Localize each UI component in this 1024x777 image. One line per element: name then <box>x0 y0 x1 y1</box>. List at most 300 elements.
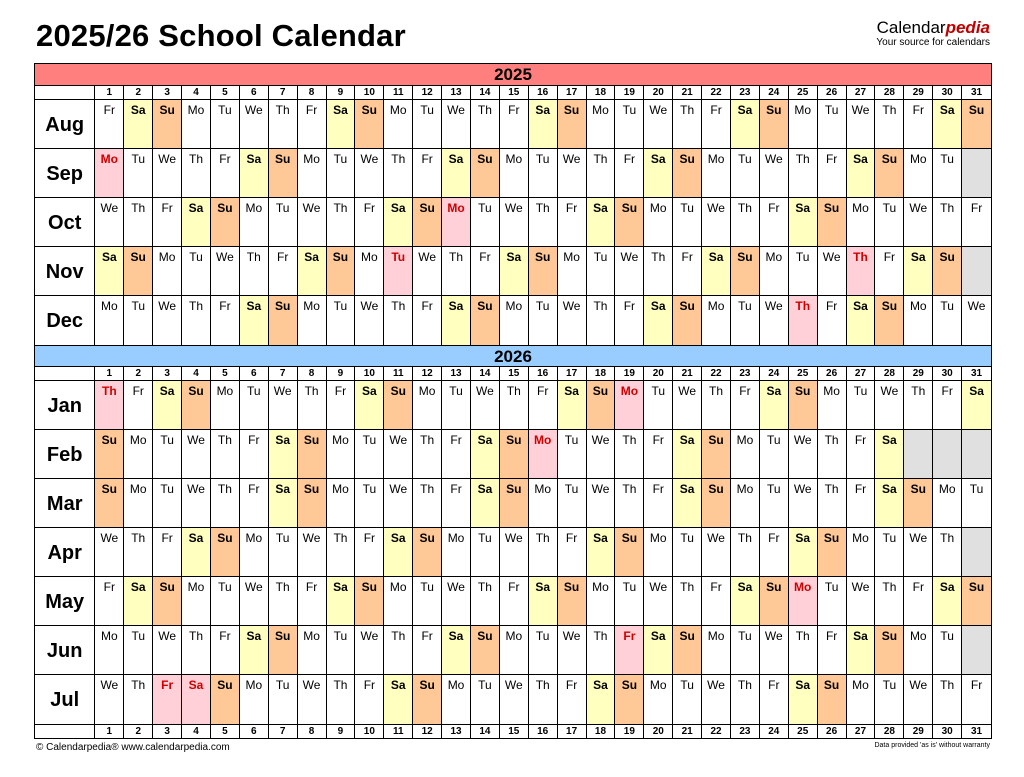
day-cell[interactable]: Fr <box>153 198 182 246</box>
day-cell[interactable]: Sa <box>875 430 904 478</box>
day-cell[interactable]: Mo <box>760 247 789 295</box>
day-cell[interactable]: Mo <box>355 247 384 295</box>
day-cell[interactable]: Tu <box>731 149 760 197</box>
day-cell[interactable]: Th <box>818 479 847 527</box>
day-cell[interactable]: Mo <box>847 675 876 724</box>
day-cell[interactable]: Fr <box>731 381 760 429</box>
day-cell[interactable]: Fr <box>818 149 847 197</box>
day-cell[interactable]: Fr <box>413 626 442 674</box>
day-cell[interactable]: Sa <box>182 198 211 246</box>
day-cell[interactable]: Tu <box>269 675 298 724</box>
day-cell[interactable]: Su <box>384 381 413 429</box>
day-cell[interactable]: Mo <box>702 149 731 197</box>
day-cell[interactable]: Mo <box>587 100 616 148</box>
day-cell[interactable]: We <box>153 296 182 345</box>
day-cell[interactable]: We <box>818 247 847 295</box>
day-cell[interactable]: We <box>298 675 327 724</box>
day-cell[interactable]: Fr <box>153 675 182 724</box>
day-cell[interactable]: Mo <box>789 100 818 148</box>
day-cell[interactable]: Th <box>644 247 673 295</box>
day-cell[interactable]: Mo <box>789 577 818 625</box>
day-cell[interactable]: Tu <box>182 247 211 295</box>
day-cell[interactable]: Th <box>789 626 818 674</box>
day-cell[interactable]: Sa <box>153 381 182 429</box>
day-cell[interactable]: Fr <box>970 201 983 215</box>
day-cell[interactable]: Th <box>789 149 818 197</box>
day-cell[interactable]: We <box>702 675 731 724</box>
day-cell[interactable]: Su <box>818 198 847 246</box>
day-cell[interactable]: Sa <box>702 247 731 295</box>
day-cell[interactable]: Th <box>240 247 269 295</box>
day-cell[interactable]: We <box>95 198 124 246</box>
day-cell[interactable]: Th <box>529 528 558 576</box>
day-cell[interactable]: We <box>355 149 384 197</box>
day-cell[interactable]: Sa <box>442 296 471 345</box>
day-cell[interactable]: Sa <box>529 577 558 625</box>
day-cell[interactable]: Su <box>269 149 298 197</box>
day-cell[interactable]: Th <box>731 198 760 246</box>
day-cell[interactable]: Sa <box>587 675 616 724</box>
day-cell[interactable]: Tu <box>471 675 500 724</box>
day-cell[interactable]: Mo <box>818 381 847 429</box>
day-cell[interactable]: We <box>587 430 616 478</box>
day-cell[interactable]: Sa <box>355 381 384 429</box>
day-cell[interactable]: Th <box>587 149 616 197</box>
day-cell[interactable]: Su <box>673 626 702 674</box>
day-cell[interactable]: Tu <box>847 381 876 429</box>
day-cell[interactable]: Tu <box>529 149 558 197</box>
day-cell[interactable]: We <box>558 626 587 674</box>
day-cell[interactable]: We <box>789 479 818 527</box>
day-cell[interactable]: Sa <box>384 198 413 246</box>
day-cell[interactable]: Sa <box>673 430 702 478</box>
day-cell[interactable]: Tu <box>644 381 673 429</box>
day-cell[interactable]: Sa <box>731 100 760 148</box>
day-cell[interactable]: Tu <box>558 479 587 527</box>
day-cell[interactable]: Th <box>471 577 500 625</box>
day-cell[interactable]: Su <box>673 296 702 345</box>
day-cell[interactable]: We <box>355 296 384 345</box>
day-cell[interactable]: Fr <box>904 577 933 625</box>
day-cell[interactable]: We <box>967 299 986 313</box>
day-cell[interactable]: Tu <box>731 626 760 674</box>
day-cell[interactable]: Su <box>124 247 153 295</box>
day-cell[interactable]: Mo <box>240 198 269 246</box>
day-cell[interactable]: Sa <box>731 577 760 625</box>
day-cell[interactable]: Sa <box>789 198 818 246</box>
day-cell[interactable]: Tu <box>124 149 153 197</box>
day-cell[interactable]: Su <box>558 577 587 625</box>
day-cell[interactable]: Fr <box>500 100 529 148</box>
day-cell[interactable]: Fr <box>818 626 847 674</box>
brand-logo[interactable] <box>876 19 990 48</box>
day-cell[interactable]: Fr <box>95 577 124 625</box>
day-cell[interactable]: We <box>644 100 673 148</box>
day-cell[interactable]: Su <box>355 100 384 148</box>
day-cell[interactable]: We <box>558 296 587 345</box>
day-cell[interactable]: We <box>298 198 327 246</box>
day-cell[interactable]: We <box>153 149 182 197</box>
day-cell[interactable]: We <box>875 381 904 429</box>
day-cell[interactable]: We <box>182 430 211 478</box>
day-cell[interactable]: Th <box>529 198 558 246</box>
day-cell[interactable]: Th <box>933 528 962 576</box>
day-cell[interactable]: Sa <box>124 100 153 148</box>
day-cell[interactable]: Tu <box>673 198 702 246</box>
day-cell[interactable]: Mo <box>644 675 673 724</box>
day-cell[interactable]: Sa <box>847 626 876 674</box>
day-cell[interactable]: Tu <box>875 528 904 576</box>
day-cell[interactable]: Th <box>124 198 153 246</box>
day-cell[interactable]: Sa <box>471 479 500 527</box>
day-cell[interactable]: Su <box>413 528 442 576</box>
day-cell[interactable]: Mo <box>644 198 673 246</box>
day-cell[interactable]: Su <box>269 296 298 345</box>
day-cell[interactable]: Su <box>760 100 789 148</box>
day-cell[interactable]: Tu <box>471 198 500 246</box>
day-cell[interactable]: Sa <box>327 577 356 625</box>
day-cell[interactable]: Sa <box>933 100 962 148</box>
day-cell[interactable]: Tu <box>442 381 471 429</box>
day-cell[interactable]: We <box>471 381 500 429</box>
day-cell[interactable]: Fr <box>413 149 442 197</box>
day-cell[interactable]: We <box>615 247 644 295</box>
day-cell[interactable]: Mo <box>327 479 356 527</box>
day-cell[interactable]: We <box>442 100 471 148</box>
day-cell[interactable]: Mo <box>95 296 124 345</box>
day-cell[interactable]: Sa <box>442 626 471 674</box>
day-cell[interactable]: Tu <box>153 430 182 478</box>
day-cell[interactable]: Fr <box>442 479 471 527</box>
day-cell[interactable]: Fr <box>211 149 240 197</box>
day-cell[interactable]: Th <box>615 430 644 478</box>
day-cell[interactable]: Su <box>471 296 500 345</box>
day-cell[interactable]: Tu <box>558 430 587 478</box>
day-cell[interactable]: We <box>153 626 182 674</box>
day-cell[interactable]: Fr <box>327 381 356 429</box>
day-cell[interactable]: Mo <box>298 626 327 674</box>
day-cell[interactable]: Su <box>95 479 124 527</box>
day-cell[interactable]: Sa <box>644 626 673 674</box>
day-cell[interactable]: Mo <box>442 675 471 724</box>
day-cell[interactable]: Sa <box>760 381 789 429</box>
day-cell[interactable]: Sa <box>500 247 529 295</box>
day-cell[interactable]: We <box>558 149 587 197</box>
day-cell[interactable]: We <box>500 675 529 724</box>
day-cell[interactable]: Sa <box>240 626 269 674</box>
day-cell[interactable]: Su <box>355 577 384 625</box>
day-cell[interactable]: Mo <box>847 198 876 246</box>
day-cell[interactable]: Sa <box>384 528 413 576</box>
day-cell[interactable]: Fr <box>760 528 789 576</box>
day-cell[interactable]: Th <box>182 149 211 197</box>
day-cell[interactable]: We <box>95 528 124 576</box>
day-cell[interactable]: Sa <box>529 100 558 148</box>
day-cell[interactable]: Tu <box>355 479 384 527</box>
day-cell[interactable]: Tu <box>760 479 789 527</box>
day-cell[interactable]: We <box>760 626 789 674</box>
day-cell[interactable]: Tu <box>673 528 702 576</box>
day-cell[interactable]: Sa <box>673 479 702 527</box>
day-cell[interactable]: Tu <box>818 577 847 625</box>
day-cell[interactable]: Tu <box>673 675 702 724</box>
day-cell[interactable]: Th <box>327 675 356 724</box>
day-cell[interactable]: Fr <box>644 479 673 527</box>
day-cell[interactable]: Mo <box>500 626 529 674</box>
day-cell[interactable]: Fr <box>240 479 269 527</box>
day-cell[interactable]: Su <box>818 528 847 576</box>
day-cell[interactable]: Tu <box>124 296 153 345</box>
day-cell[interactable]: Mo <box>702 626 731 674</box>
day-cell[interactable]: Sa <box>471 430 500 478</box>
day-cell[interactable]: Su <box>471 149 500 197</box>
day-cell[interactable]: Th <box>327 198 356 246</box>
day-cell[interactable]: We <box>500 198 529 246</box>
day-cell[interactable]: Mo <box>124 479 153 527</box>
day-cell[interactable]: Su <box>500 430 529 478</box>
day-cell[interactable]: Tu <box>211 577 240 625</box>
day-cell[interactable]: Mo <box>413 381 442 429</box>
day-cell[interactable]: Tu <box>933 296 962 345</box>
day-cell[interactable]: Su <box>327 247 356 295</box>
day-cell[interactable]: Mo <box>615 381 644 429</box>
day-cell[interactable]: Fr <box>471 247 500 295</box>
day-cell[interactable]: Tu <box>124 626 153 674</box>
day-cell[interactable]: Mo <box>731 479 760 527</box>
day-cell[interactable]: Th <box>818 430 847 478</box>
day-cell[interactable]: Tu <box>384 247 413 295</box>
day-cell[interactable]: Tu <box>269 198 298 246</box>
day-cell[interactable]: Fr <box>558 675 587 724</box>
day-cell[interactable]: Th <box>500 381 529 429</box>
day-cell[interactable]: Th <box>789 296 818 345</box>
day-cell[interactable]: Mo <box>384 100 413 148</box>
day-cell[interactable]: We <box>240 577 269 625</box>
day-cell[interactable]: Su <box>962 100 991 148</box>
day-cell[interactable]: Mo <box>529 479 558 527</box>
day-cell[interactable]: Th <box>413 430 442 478</box>
day-cell[interactable]: Th <box>904 381 933 429</box>
day-cell[interactable]: Fr <box>760 675 789 724</box>
day-cell[interactable]: Su <box>298 479 327 527</box>
day-cell[interactable]: Mo <box>327 430 356 478</box>
day-cell[interactable]: Th <box>875 100 904 148</box>
day-cell[interactable]: Su <box>615 528 644 576</box>
day-cell[interactable]: Th <box>933 198 962 246</box>
day-cell[interactable]: Th <box>847 247 876 295</box>
day-cell[interactable]: Fr <box>847 479 876 527</box>
day-cell[interactable]: Mo <box>587 577 616 625</box>
day-cell[interactable]: We <box>673 381 702 429</box>
day-cell[interactable]: Sa <box>789 528 818 576</box>
day-cell[interactable]: Tu <box>327 149 356 197</box>
day-cell[interactable]: Sa <box>240 296 269 345</box>
day-cell[interactable]: Sa <box>327 100 356 148</box>
day-cell[interactable]: Th <box>673 100 702 148</box>
day-cell[interactable]: Fr <box>298 100 327 148</box>
day-cell[interactable]: Su <box>760 577 789 625</box>
day-cell[interactable]: Sa <box>847 296 876 345</box>
day-cell[interactable]: Fr <box>904 100 933 148</box>
day-cell[interactable]: Th <box>731 528 760 576</box>
day-cell[interactable]: Mo <box>904 149 933 197</box>
day-cell[interactable]: Fr <box>615 296 644 345</box>
day-cell[interactable]: Th <box>875 577 904 625</box>
day-cell[interactable]: Th <box>471 100 500 148</box>
day-cell[interactable]: Tu <box>355 430 384 478</box>
day-cell[interactable]: Su <box>182 381 211 429</box>
day-cell[interactable]: Tu <box>529 626 558 674</box>
day-cell[interactable]: Th <box>933 675 962 724</box>
day-cell[interactable]: Mo <box>182 100 211 148</box>
day-cell[interactable]: Sa <box>587 528 616 576</box>
day-cell[interactable]: We <box>904 675 933 724</box>
day-cell[interactable]: Th <box>673 577 702 625</box>
day-cell[interactable]: We <box>240 100 269 148</box>
day-cell[interactable]: Su <box>818 675 847 724</box>
day-cell[interactable]: Fr <box>875 247 904 295</box>
day-cell[interactable]: Su <box>702 430 731 478</box>
day-cell[interactable]: Th <box>211 479 240 527</box>
day-cell[interactable]: We <box>442 577 471 625</box>
day-cell[interactable]: Mo <box>384 577 413 625</box>
day-cell[interactable]: Fr <box>95 100 124 148</box>
day-cell[interactable]: We <box>587 479 616 527</box>
day-cell[interactable]: Fr <box>211 626 240 674</box>
day-cell[interactable]: Su <box>875 626 904 674</box>
day-cell[interactable]: Mo <box>240 675 269 724</box>
day-cell[interactable]: We <box>298 528 327 576</box>
day-cell[interactable]: Tu <box>269 528 298 576</box>
day-cell[interactable]: Su <box>95 430 124 478</box>
day-cell[interactable]: Su <box>615 198 644 246</box>
day-cell[interactable]: Mo <box>731 430 760 478</box>
day-cell[interactable]: Tu <box>529 296 558 345</box>
day-cell[interactable]: We <box>355 626 384 674</box>
day-cell[interactable]: Su <box>875 296 904 345</box>
day-cell[interactable]: Fr <box>355 528 384 576</box>
day-cell[interactable]: Th <box>95 381 124 429</box>
day-cell[interactable]: Fr <box>442 430 471 478</box>
day-cell[interactable]: Tu <box>875 198 904 246</box>
day-cell[interactable]: Mo <box>153 247 182 295</box>
day-cell[interactable]: Fr <box>355 198 384 246</box>
day-cell[interactable]: Th <box>587 626 616 674</box>
day-cell[interactable]: Su <box>962 577 991 625</box>
day-cell[interactable]: Fr <box>269 247 298 295</box>
day-cell[interactable]: Mo <box>442 528 471 576</box>
day-cell[interactable]: We <box>413 247 442 295</box>
day-cell[interactable]: We <box>644 577 673 625</box>
day-cell[interactable]: Tu <box>327 626 356 674</box>
day-cell[interactable]: Mo <box>442 198 471 246</box>
day-cell[interactable]: Sa <box>269 479 298 527</box>
day-cell[interactable]: Tu <box>327 296 356 345</box>
day-cell[interactable]: Fr <box>529 381 558 429</box>
day-cell[interactable]: Sa <box>644 149 673 197</box>
day-cell[interactable]: We <box>847 577 876 625</box>
day-cell[interactable]: Th <box>529 675 558 724</box>
day-cell[interactable]: Sa <box>95 247 124 295</box>
day-cell[interactable]: Tu <box>875 675 904 724</box>
day-cell[interactable]: Su <box>731 247 760 295</box>
day-cell[interactable]: Mo <box>933 479 962 527</box>
day-cell[interactable]: Tu <box>211 100 240 148</box>
day-cell[interactable]: Tu <box>471 528 500 576</box>
day-cell[interactable]: Fr <box>558 198 587 246</box>
day-cell[interactable]: Fr <box>298 577 327 625</box>
day-cell[interactable]: Sa <box>904 247 933 295</box>
day-cell[interactable]: Su <box>413 198 442 246</box>
day-cell[interactable]: Tu <box>969 482 984 496</box>
day-cell[interactable]: Th <box>269 577 298 625</box>
day-cell[interactable]: Tu <box>615 100 644 148</box>
day-cell[interactable]: Fr <box>702 100 731 148</box>
day-cell[interactable]: Mo <box>500 296 529 345</box>
day-cell[interactable]: We <box>904 528 933 576</box>
day-cell[interactable]: Tu <box>240 381 269 429</box>
day-cell[interactable]: Mo <box>529 430 558 478</box>
day-cell[interactable]: We <box>702 198 731 246</box>
day-cell[interactable]: Mo <box>182 577 211 625</box>
day-cell[interactable]: We <box>384 479 413 527</box>
day-cell[interactable]: Mo <box>847 528 876 576</box>
day-cell[interactable]: Th <box>269 100 298 148</box>
day-cell[interactable]: Su <box>904 479 933 527</box>
day-cell[interactable]: We <box>95 675 124 724</box>
day-cell[interactable]: Sa <box>384 675 413 724</box>
day-cell[interactable]: Sa <box>182 675 211 724</box>
day-cell[interactable]: Mo <box>240 528 269 576</box>
day-cell[interactable]: Th <box>327 528 356 576</box>
day-cell[interactable]: Fr <box>211 296 240 345</box>
day-cell[interactable]: We <box>789 430 818 478</box>
day-cell[interactable]: Tu <box>615 577 644 625</box>
day-cell[interactable]: Fr <box>558 528 587 576</box>
day-cell[interactable]: We <box>760 149 789 197</box>
day-cell[interactable]: Tu <box>933 626 962 674</box>
day-cell[interactable]: Mo <box>500 149 529 197</box>
day-cell[interactable]: Su <box>413 675 442 724</box>
day-cell[interactable]: Th <box>384 149 413 197</box>
day-cell[interactable]: Su <box>153 100 182 148</box>
day-cell[interactable]: Mo <box>558 247 587 295</box>
day-cell[interactable]: Fr <box>413 296 442 345</box>
day-cell[interactable]: Su <box>211 528 240 576</box>
day-cell[interactable]: Mo <box>904 296 933 345</box>
day-cell[interactable]: Mo <box>124 430 153 478</box>
day-cell[interactable]: Th <box>702 381 731 429</box>
day-cell[interactable]: Su <box>558 100 587 148</box>
day-cell[interactable]: Th <box>615 479 644 527</box>
day-cell[interactable]: Mo <box>298 149 327 197</box>
day-cell[interactable]: Th <box>384 296 413 345</box>
day-cell[interactable]: Fr <box>153 528 182 576</box>
day-cell[interactable]: Fr <box>500 577 529 625</box>
day-cell[interactable]: Th <box>298 381 327 429</box>
day-cell[interactable]: Tu <box>413 577 442 625</box>
day-cell[interactable]: Su <box>615 675 644 724</box>
day-cell[interactable]: Su <box>153 577 182 625</box>
day-cell[interactable]: Sa <box>124 577 153 625</box>
day-cell[interactable]: Tu <box>933 149 962 197</box>
day-cell[interactable]: We <box>269 381 298 429</box>
day-cell[interactable]: Th <box>182 626 211 674</box>
day-cell[interactable]: Fr <box>240 430 269 478</box>
day-cell[interactable]: Th <box>587 296 616 345</box>
day-cell[interactable]: Th <box>124 528 153 576</box>
day-cell[interactable]: Sa <box>240 149 269 197</box>
